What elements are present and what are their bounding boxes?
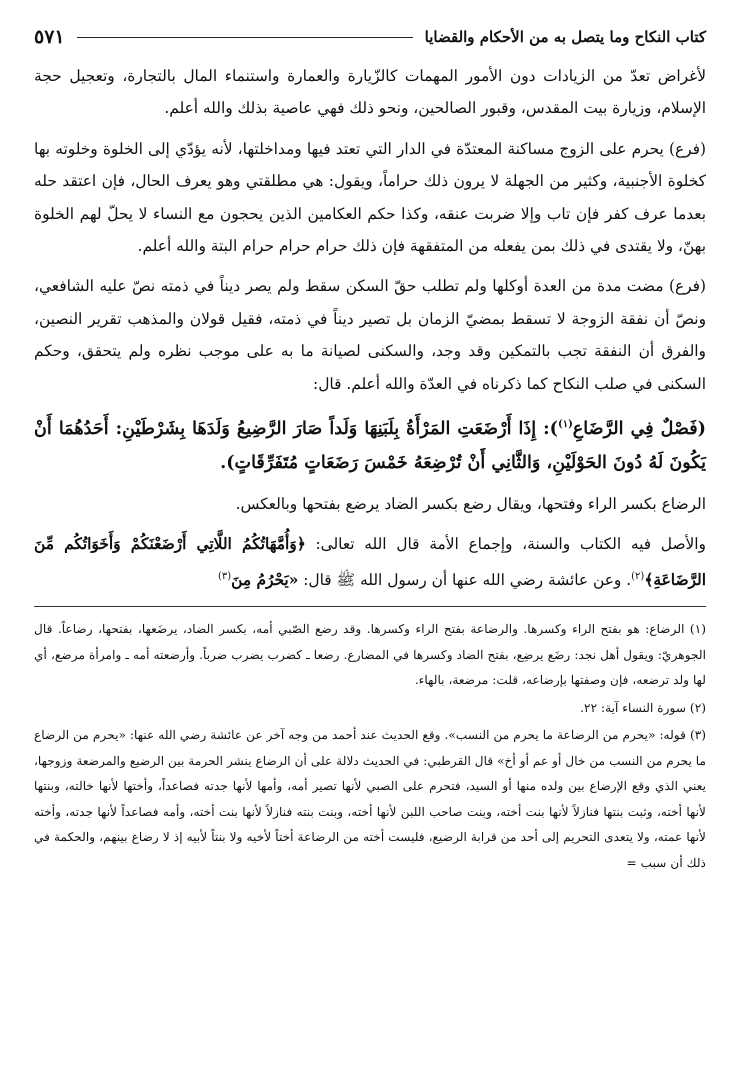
footnote-ref: (٣) — [217, 570, 232, 582]
footnote — [34, 723, 706, 876]
paragraph-last — [34, 528, 706, 596]
footnote-number: (١) — [689, 622, 706, 637]
matn-verse — [34, 408, 706, 480]
header-rule — [77, 37, 413, 38]
footnote-divider — [34, 606, 706, 607]
hadith-text: «يَحْرُمُ مِنَ — [231, 570, 299, 589]
text-segment: والأصل فيه الكتاب والسنة، وإجماع الأمة قال الله تعالى: — [315, 535, 706, 554]
paragraph: لأغراض تعدّ من الزيادات دون الأمور المهمات كالزّيارة والعمارة واستنماء المال بالتجارة، وتعجيل حجة الإسلام، وزيارة بيت المقدس، وقبور الصالحين، ونحو ذلك فهي عاصية بذلك والله أعلم. — [34, 67, 706, 118]
paragraph: (فرع) يحرم على الزوج مساكنة المعتدّة في الدار التي تعتد فيها ومداخلتها، لأنه يؤدّي إلى الخلوة وخلوته بها كخلوة الأجنبية، وكثير من الجهلة لا يرون ذلك حراماً، ويقول: هي مطلقتي وهو يعرف الحال، فإن اعتقد حله بعدما عرف كفر فإن تاب وإلا ضربت عنقه، وكذا حكم العكامين الذين يحجون مع النساء لا يحلّ لهم الخلوة بهنّ، ولا يقتدى في ذلك بمن يفعله من المتفقهة فإن ذلك حرام حرام حرام البتة والله أعلم. — [34, 139, 706, 256]
book-page — [34, 22, 706, 878]
footnote-ref: (١) — [557, 419, 573, 431]
paragraph: الرضاع بكسر الراء وفتحها، ويقال رضع بكسر الضاد يرضع بفتحها وبالعكس. — [235, 494, 706, 513]
paragraph: (فرع) مضت مدة من العدة أوكلها ولم تطلب حقّ السكن سقط ولم يصر ديناً في ذمته نصّ عليه الشافعي، ونصّ أن نفقة الزوجة لا تسقط بمضيّ الزمان بل تصير ديناً في ذمته، فقيل قولان والمذهب تقرير النصين، والفرق أن النفقة تجب بالتمكين وقد وجد، والسكنى لصيانة ما به على موجب نظره ولم يتحقق، وحكم السكنى في صلب النكاح كما ذكرناه في العدّة والله أعلم. قال: — [34, 277, 707, 393]
footnote-text: قوله: «يحرم من الرضاعة ما يحرم من النسب». وقع الحديث عند أحمد من وجه آخر عن عائشة رضي الله عنها: «يحرم من الرضاع ما يحرم من النسب من خال أو عم أو أخ» قال القرطبي: في الحديث دلالة على أن الرضاع ينشر الحرمة بين الرضيع والمرضعة وزوجها، يعني الذي وقع الإرضاع بين ولده منها أو السيد، فتحرم على الصبي لأنها تصير أمه، وأمها لأنها جدته فصاعداً، وأختها لأنها خالته، وبنتها لأنها أخته، وثبت بنتها فنازلاً لأنها بنت أخته، وبنت صاحب اللبن لأنها أخته، وبنت بنته فنازلاً لأنها بنت أخته، وأمه فصاعداً لأنها جدته، وأخته لأنها عمته، ولا يتعدى التحريم إلى أحد من قرابة الرضيع، فليست أخته من الرضاعة أختاً لأخيه ولا بنتاً لأبيه إذ لا رضاع بينهم، والحكمة في ذلك أن سبب = — [34, 728, 706, 870]
footnote — [34, 696, 706, 722]
footnotes — [34, 617, 706, 876]
verse-heading: (فَصْلٌ فِي الرَّضَاعِ — [572, 417, 706, 439]
running-header — [34, 22, 706, 52]
verse-text: ): إِذَا أَرْضَعَتِ المَرْأَةُ بِلَبَنِهَا وَلَداً صَارَ الرَّضِيعُ وَلَدَهَا بِشَرْطَيْنِ: أَحَدُهُمَا أَنْ يَكُونَ لَهُ دُونَ الحَوْلَيْنِ، وَالثَّانِي أَنْ تُرْضِعَهُ خَمْسَ رَضَعَاتٍ مُتَفَرِّقَاتٍ). — [34, 417, 706, 473]
footnote-ref: (٢) — [631, 570, 645, 582]
footnote — [34, 617, 706, 694]
main-text — [34, 60, 706, 596]
footnote-number: (٣) — [689, 728, 707, 743]
chapter-title: كتاب النكاح وما يتصل به من الأحكام والقضايا — [424, 28, 706, 46]
quran-verse: ﴿وَأُمَّهَاتُكُمُ اللَّاتِي أَرْضَعْنَكُمْ وَأَخَوَاتُكُم مِّنَ الرَّضَاعَةِ﴾ — [34, 535, 706, 589]
page-number: ٥٧١ — [34, 26, 65, 48]
footnote-text: سورة النساء آية: ٢٢. — [580, 700, 687, 715]
footnote-number: (٢) — [689, 700, 706, 715]
footnote-text: الرضاع: هو بفتح الراء وكسرها. والرضاعة بفتح الراء وكسرها. وقد رضع الصّبي أمه، بكسر الضاد، يرضَعها، بفتحها، رضاعاً. قال الجوهريّ: ويقول أهل نجد: رضَع يرضِع، بفتح الضاد وكسرها في المضارع. رضعا ـ كضرب يضرب ضرباً. وأرضعته أمه ـ وامرأة مرضع، أي لها ولد ترضعه، فإن وصفتها بإرضاعه، قلت: مرضعة، بالهاء. — [34, 622, 706, 688]
text-segment: . وعن عائشة رضي الله عنها أن رسول الله ﷺ قال: — [303, 570, 632, 589]
